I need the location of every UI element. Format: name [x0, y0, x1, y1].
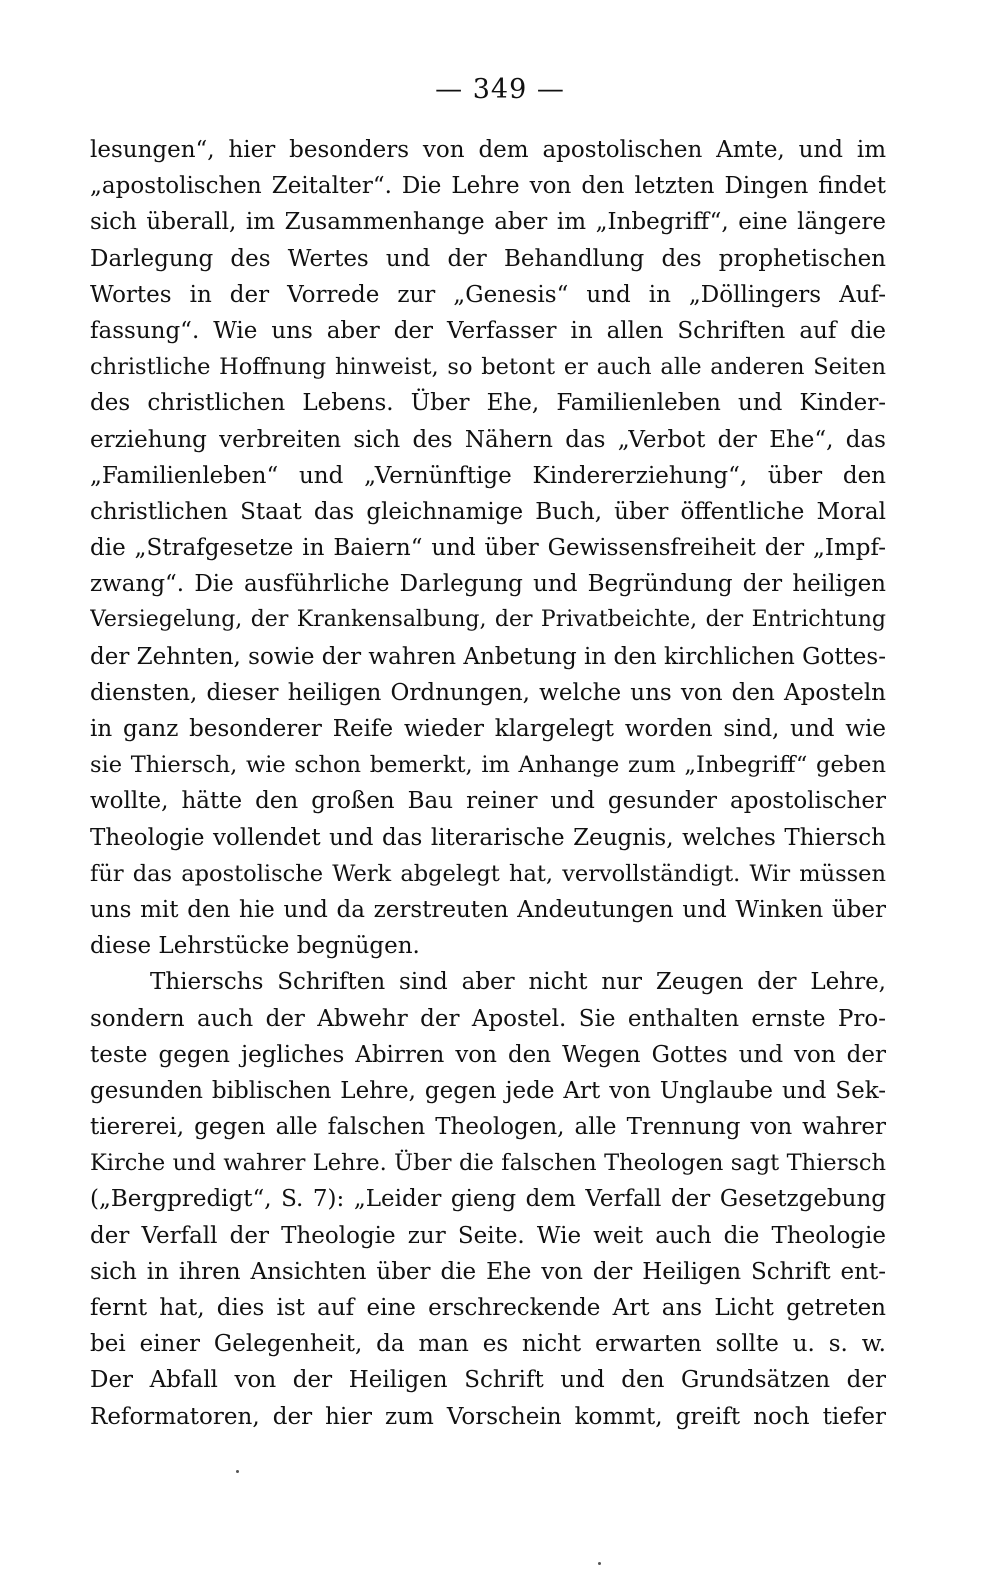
- text-line: „apostolischen Zeitalter“. Die Lehre von den letzten Dingen findet: [90, 173, 886, 200]
- text-line: der Verfall der Theologie zur Seite. Wie weit auch die Theologie: [90, 1222, 886, 1249]
- page-number: — 349 —: [435, 74, 565, 105]
- text-line: Versiegelung, der Krankensalbung, der Privatbeichte, der Entrichtung: [90, 607, 886, 633]
- paragraph-2: [90, 964, 886, 1434]
- text-line: uns mit den hie und da zerstreuten Andeutungen und Winken über: [90, 896, 886, 923]
- text-line: lesungen“, hier besonders von dem apostolischen Amte, und im: [90, 137, 886, 163]
- text-line: Reformatoren, der hier zum Vorschein kommt, greift noch tiefer: [90, 1403, 886, 1430]
- text-line: in ganz besonderer Reife wieder klargelegt worden sind, und wie: [90, 716, 886, 742]
- text-line: des christlichen Lebens. Über Ehe, Familienleben und Kinder-: [90, 390, 886, 417]
- text-line: zwang“. Die ausführliche Darlegung und Begründung der heiligen: [90, 571, 886, 598]
- text-line: sie Thiersch, wie schon bemerkt, im Anhange zum „Inbegriff“ geben: [90, 752, 886, 779]
- text-line: christliche Hoffnung hinweist, so betont er auch alle anderen Seiten: [90, 354, 886, 381]
- text-line: für das apostolische Werk abgelegt hat, vervollständigt. Wir müssen: [90, 860, 886, 887]
- text-line: wollte, hätte den großen Bau reiner und gesunder apostolischer: [90, 788, 886, 815]
- text-line: Thierschs Schriften sind aber nicht nur Zeugen der Lehre,: [150, 969, 886, 996]
- text-line: fernt hat, dies ist auf eine erschreckende Art ans Licht getreten: [90, 1295, 886, 1321]
- body-text: [90, 132, 886, 1435]
- text-line: christlichen Staat das gleichnamige Buch, über öffentliche Moral: [90, 498, 886, 525]
- text-line: Darlegung des Wertes und der Behandlung des prophetischen: [90, 245, 886, 272]
- text-line: diensten, dieser heiligen Ordnungen, welche uns von den Aposteln: [90, 679, 886, 706]
- paragraph-1: [90, 132, 886, 964]
- text-line: tiererei, gegen alle falschen Theologen, alle Trennung von wahrer: [90, 1114, 886, 1141]
- text-line: sich überall, im Zusammenhange aber im „Inbegriff“, eine längere: [90, 209, 886, 236]
- text-line: diese Lehrstücke begnügen.: [90, 933, 420, 960]
- text-line: teste gegen jegliches Abirren von den Wegen Gottes und von der: [90, 1041, 886, 1068]
- text-line: gesunden biblischen Lehre, gegen jede Art von Unglaube und Sek-: [90, 1077, 886, 1104]
- text-line: die „Strafgesetze in Baiern“ und über Gewissensfreiheit der „Impf-: [90, 535, 886, 562]
- text-line: fassung“. Wie uns aber der Verfasser in allen Schriften auf die: [90, 317, 886, 344]
- text-line: sich in ihren Ansichten über die Ehe von der Heiligen Schrift ent-: [90, 1258, 886, 1285]
- text-line: erziehung verbreiten sich des Nähern das „Verbot der Ehe“, das: [90, 426, 886, 453]
- text-line: Theologie vollendet und das literarische Zeugnis, welches Thiersch: [90, 824, 886, 851]
- scan-speck: [598, 1562, 601, 1565]
- text-line: Wortes in der Vorrede zur „Genesis“ und in „Döllingers Auf-: [90, 281, 886, 308]
- text-line: Kirche und wahrer Lehre. Über die falschen Theologen sagt Thiersch: [90, 1150, 886, 1177]
- text-line: der Zehnten, sowie der wahren Anbetung in den kirchlichen Gottes-: [90, 643, 886, 670]
- text-line: („Bergpredigt“, S. 7): „Leider gieng dem Verfall der Gesetzgebung: [90, 1186, 886, 1213]
- text-line: „Familienleben“ und „Vernünftige Kindererziehung“, über den: [90, 462, 886, 489]
- text-line: sondern auch der Abwehr der Apostel. Sie enthalten ernste Pro-: [90, 1005, 886, 1032]
- text-line: Der Abfall von der Heiligen Schrift und den Grundsätzen der: [90, 1367, 886, 1394]
- text-line: bei einer Gelegenheit, da man es nicht erwarten sollte u. s. w.: [90, 1331, 886, 1358]
- scan-speck: [236, 1470, 239, 1473]
